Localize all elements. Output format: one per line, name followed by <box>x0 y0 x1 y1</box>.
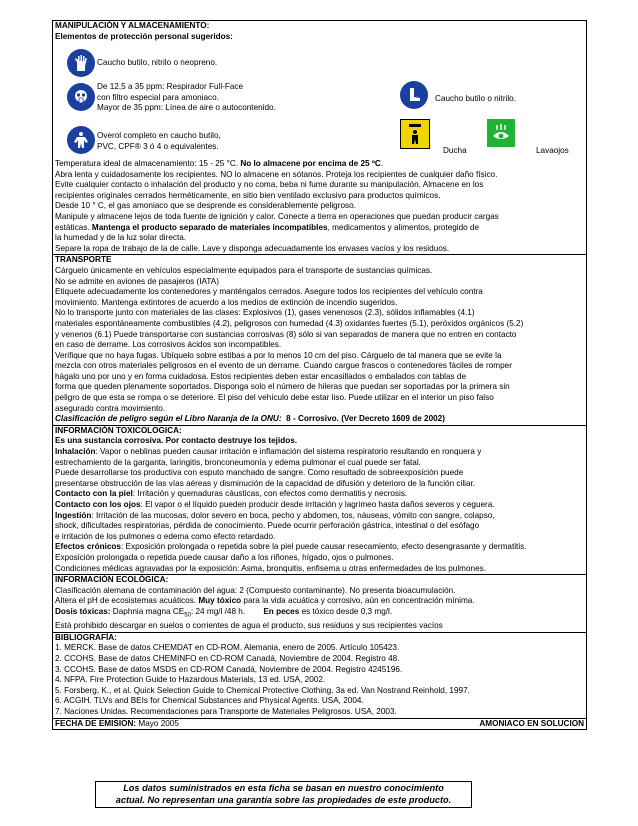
transport-line: peligro de que esta se rompa o se deteriore. El piso del vehículo debe estar liso. Puede utilizar en el interior un piso falso <box>55 393 494 403</box>
shower-icon <box>400 119 430 149</box>
tox-line: Puede desarrollarse tos productiva con esputo manchado de sangre. Como resultado de sobreexposición puede <box>55 468 464 478</box>
protective-suit-icon <box>67 126 95 154</box>
transport-line: Etiquete adecuadamente los contenedores y manténgalos cerrados. Asegure todos los recipientes del vehículo contra <box>55 287 483 297</box>
boots-icon <box>400 81 428 109</box>
tox-summary: Es una sustancia corrosiva. Por contacto destruye los tejidos. <box>55 436 298 446</box>
bibliography-item: 4. NFPA. Fire Protection Guide to Hazardous Materials, 13 ed. USA, 2002. <box>55 675 326 685</box>
bibliography-item: 2. CCOHS. Base de datos CHEMINFO en CD-ROM Canadá, Noviembre de 2004. Registro 48. <box>55 653 400 663</box>
un-classification: Clasificación de peligro según el Libro Naranja de la ONU: 8 - Corrosivo. (Ver Decreto 1609 de 2002) <box>55 414 445 424</box>
bibliography-title: BIBLIOGRAFÍA: <box>55 632 117 642</box>
transport-line: hágalo uno por uno y en forma cuidadosa. Estos recipientes deben estar encasillados o embalados con tablas de <box>55 371 467 381</box>
handling-line: Evite cualquier contacto o inhalación del producto y no coma, beba ni fume durante su manipulación. Almacene en los <box>55 180 484 190</box>
transport-line: No lo transporte junto con materiales de las clases: Explosivos (1), gases venenosos (2.3), sólidos inflamables (4.1) <box>55 308 475 318</box>
handling-line: Abra lenta y cuidadosamente los recipientes. NO lo almacene en sótanos. Proteja los recipientes de cualquier daño físico. <box>55 169 498 179</box>
boots-text: Caucho butilo o nitrilo. <box>435 94 517 103</box>
tox-skin: Contacto con la piel: Irritación y quemaduras cáusticas, con efectos como dermatitis y necrosis. <box>55 489 408 499</box>
transport-line: movimiento. Mantenga extintores de acuerdo a los medios de extinción de incendio sugeridos. <box>55 297 398 307</box>
bibliography-item: 6. ACGIH. TLVs and BEIs for Chemical Substances and Physical Agents. USA, 2004. <box>55 696 364 706</box>
footer-row <box>53 719 586 730</box>
transport-line: No se admite en aviones de pasajeros (IATA) <box>55 276 219 286</box>
bibliography-item: 7. Naciones Unidas. Recomendaciones para Transporte de Materiales Peligrosos. USA, 2003. <box>55 706 397 716</box>
toxicology-title: INFORMACIÓN TOXICOLOGICA: <box>55 425 182 435</box>
ecology-title: INFORMACIÓN ECOLÓGICA: <box>55 575 169 585</box>
tox-line: e irritación de los pulmones o edema como efecto retardado. <box>55 531 276 541</box>
suit-text: Overol completo en caucho butilo, PVC, CPF® 3 ó 4 o equivalentes. <box>97 131 221 151</box>
handling-line: Manipule y almacene lejos de toda fuente de ignición y calor. Conecte a tierra en operaciones que puedan producir cargas <box>55 211 499 221</box>
transport-line: forma que queden plenamente soportados. Disponga solo el número de hileras que puedan ser soportadas por la primera sin <box>55 382 510 392</box>
tox-line: presentarse obstrucción de las vías aéreas y disminución de la capacidad de difusión y deterioro de la función ciliar. <box>55 478 476 488</box>
tox-line: shock, dificultades respiratorias, pérdida de conocimiento. Puede ocurrir perforación gástrica, intestinal o del esófago <box>55 521 480 531</box>
transport-line: asegurado contra movimiento. <box>55 403 166 413</box>
bibliography-item: 5. Forsberg, K., et al. Quick Selection Guide to Chemical Protective Clothing. 3a ed. Van Nostrand Reinhold, 1997. <box>55 685 470 695</box>
ecology-section <box>53 575 586 633</box>
ppe-title: Elementos de protección personal sugeridos: <box>55 31 233 41</box>
shower-text: Ducha <box>443 146 467 155</box>
bibliography-item: 3. CCOHS. Base de datos MSDS en CD-ROM Canadá, Noviembre de 2004. Registro 4245196. <box>55 664 403 674</box>
tox-line: Condiciones médicas agravadas por la exposición: Asma, bronquitis, enfisema u otras enfermedades de los pulmones. <box>55 563 486 573</box>
respirator-text: De 12,5 a 35 ppm: Respirador Full-Face con filtro especial para amoniaco. Mayor de 35 ppm: Línea de aire o autocontenido. <box>97 82 276 113</box>
eco-toxic-doses: Dosis tóxicas: Daphnia magna $CE_{50}$: 24 mg/l /48 h. En peces es tóxico desde 0,3 mg/l. <box>55 606 393 619</box>
respirator-icon <box>67 83 95 111</box>
transport-line: mezcla con otros materiales peligrosos en el evento de un derrame. Cuando cargue frascos o contenedores fáciles de romper <box>55 361 512 371</box>
bibliography-section <box>53 633 586 719</box>
handling-line: Separe la ropa de trabajo de la de calle. Lave y disponga adecuadamente los envases vacíos y los residuos. <box>55 243 450 253</box>
issue-date: FECHA DE EMISION: Mayo 2005 <box>55 718 179 728</box>
eco-line: Está prohibido descargar en suelos o corrientes de agua el producto, sus residuos y sus recipientes vacíos <box>55 621 443 631</box>
handling-line: Desde 10 ° C, el gas amoniaco que se desprende es considerablemente peligroso. <box>55 201 356 211</box>
handling-section <box>53 21 586 255</box>
tox-eyes: Contacto con los ojos: El vapor o el líquido pueden producir desde irritación y lagrimeo hasta daños severos y ceguera. <box>55 500 495 509</box>
toxicology-section <box>53 426 586 575</box>
handling-line: recipientes originales cerrados herméticamente, en sitio bien ventilado exclusivo para productos químicos. <box>55 190 441 200</box>
transport-title: TRANSPORTE <box>55 255 112 265</box>
gloves-text: Caucho butilo, nitrilo o neopreno. <box>97 58 218 67</box>
bibliography-item: 1. MERCK. Base de datos CHEMDAT en CD-ROM. Alemania, enero de 2005. Artículo 105423. <box>55 643 400 653</box>
safety-data-sheet <box>52 20 587 730</box>
tox-line: estrechamiento de la garganta, laringitis, bronconeumonía y edema pulmonar el cual puede ser fatal. <box>55 457 421 467</box>
ppe-block <box>55 21 584 159</box>
gloves-icon <box>67 49 95 77</box>
tox-line: Exposición prolongada o repetida puede causar daño a los riñones, hígado, ojos o pulmones. <box>55 552 394 562</box>
tox-inhalation: Inhalación: Vapor o neblinas pueden causar irritación e inflamación del sistema respiratorio resultando en ronquera y <box>55 447 482 457</box>
transport-line: Cárguelo únicamente en vehículos especialmente equipados para el transporte de sustancias químicas. <box>55 265 433 275</box>
transport-line: Verifique que no haya fugas. Ubíquelo sobre estibas a por lo menos 10 cm del piso. Cárguelo de tal manera que se evite la <box>55 350 502 360</box>
transport-section <box>53 255 586 426</box>
eco-line: Altera el pH de ecosistemas acuáticos. Muy tóxico para la vida acuática y corrosivo, aún en concentración mínima. <box>55 596 475 606</box>
product-name: AMONIACO EN SOLUCION <box>479 718 584 728</box>
eyewash-icon <box>487 119 515 147</box>
eyewash-text: Lavaojos <box>536 146 569 155</box>
handling-line: estáticas. Mantenga el producto separado de materiales incompatibles, medicamentos y alimentos, protegido de <box>55 222 480 232</box>
tox-ingestion: Ingestión: Irritación de las mucosas, dolor severo en boca, pecho y abdomen, tos, náuseas, vómito con sangre, colapso, <box>55 510 495 520</box>
tox-chronic: Efectos crónicos: Exposición prolongada o repetida sobre la piel puede causar resecamiento, efecto desengrasante y dermatitis. <box>55 542 527 552</box>
transport-line: y venenos (6.1) Puede transportarse con sustancias corrosivas (8) sólo si van separados de manera que no entren en contacto <box>55 329 517 339</box>
handling-title: MANIPULACIÓN Y ALMACENAMIENTO: <box>55 21 210 30</box>
handling-line: la humedad y de la luz solar directa. <box>55 233 187 243</box>
disclaimer-box: Los datos suministrados en esta ficha se basan en nuestro conocimiento actual. No representan una garantía sobre las propiedades de este producto. <box>95 781 472 808</box>
transport-line: materiales espontáneamente combustibles (4.2), peligrosos con humedad (4.3) oxidantes fuertes (5.1), peróxidos orgánicos (5.2) <box>55 318 524 328</box>
eco-line: Clasificación alemana de contaminación del agua: 2 (Compuesto contaminante). No presenta bioacumulación. <box>55 585 456 595</box>
storage-temperature: Temperatura ideal de almacenamiento: 15 - 25 °C. No lo almacene por encima de 25 ºC. <box>55 159 384 168</box>
transport-line: en caso de derrame. Los corrosivos ácidos son incompatibles. <box>55 340 282 350</box>
